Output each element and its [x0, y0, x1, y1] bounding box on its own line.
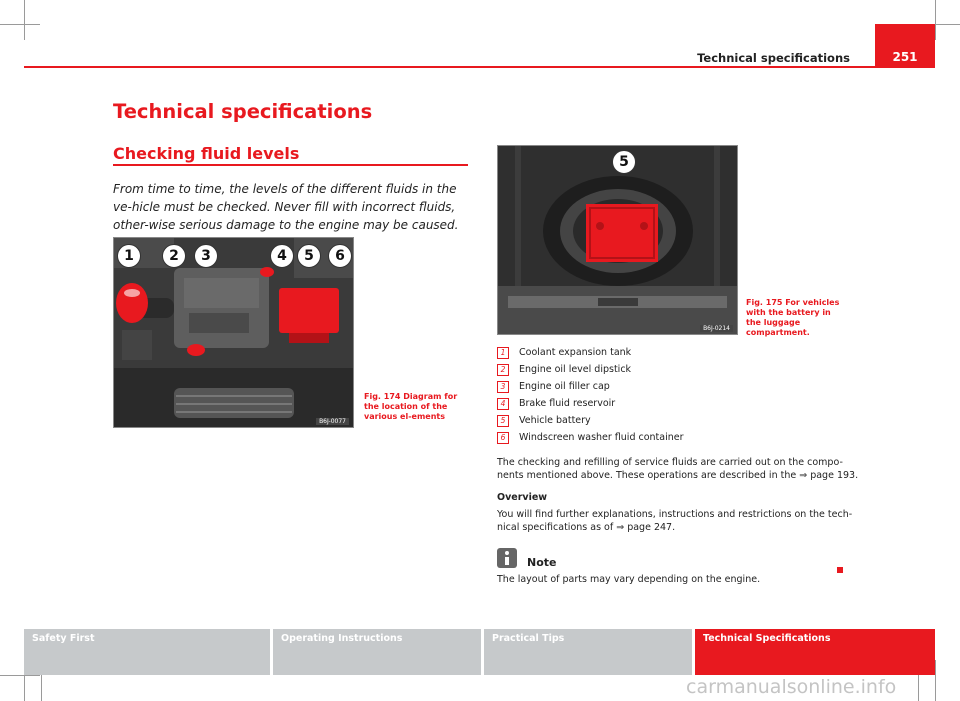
legend-text: Brake fluid reservoir: [519, 398, 616, 409]
list-item: [497, 361, 684, 378]
callout-5: 5: [612, 150, 636, 174]
callout-4: 4: [270, 244, 294, 268]
figure-caption: Fig. 175 For vehicles with the battery in the luggage compartment.: [746, 298, 840, 337]
end-mark: [837, 567, 843, 573]
intro-text: From time to time, the levels of the different fluids in the ve-hicle must be checked. Never fill with incorrect fluids, other-wise serious damage to the engine may be caused.: [113, 182, 459, 232]
section-rule: [113, 164, 468, 166]
callout-5: 5: [297, 244, 321, 268]
header-rule: [24, 66, 935, 68]
footer-tab-label: Operating Instructions: [281, 633, 403, 644]
footer-tab-label: Practical Tips: [492, 633, 565, 644]
page-number: 251: [892, 50, 918, 64]
list-item: [497, 378, 684, 395]
list-item: [497, 429, 684, 446]
footer-tab-practical-tips[interactable]: [484, 629, 692, 675]
page-number-tab: [875, 24, 935, 68]
list-item: [497, 395, 684, 412]
legend-text: Coolant expansion tank: [519, 347, 632, 358]
legend-number: 4: [497, 398, 509, 410]
crop-mark: [918, 675, 919, 701]
footer-tab-operating-instructions[interactable]: [273, 629, 481, 675]
legend-number: 1: [497, 347, 509, 359]
footer-tab-technical-specifications[interactable]: [695, 629, 935, 675]
legend-number: 2: [497, 364, 509, 376]
legend-text: Engine oil level dipstick: [519, 364, 632, 375]
callout-3: 3: [194, 244, 218, 268]
header-section-title: Technical specifications: [697, 51, 850, 65]
luggage-illustration: [498, 146, 737, 334]
footer-tab-safety-first[interactable]: [24, 629, 270, 675]
legend-text: Engine oil filler cap: [519, 381, 610, 392]
page-title: Technical specifications: [113, 100, 373, 123]
legend-text: Vehicle battery: [519, 415, 591, 426]
footer-tab-label: Safety First: [32, 633, 95, 644]
crop-mark: [0, 24, 40, 25]
legend-list: [497, 344, 684, 446]
crop-mark: [0, 675, 40, 676]
figure-code: B6J-0077: [316, 418, 349, 425]
legend-number: 5: [497, 415, 509, 427]
figure-code: B6J-0214: [700, 325, 733, 332]
callout-2: 2: [162, 244, 186, 268]
footer-tab-label: Technical Specifications: [703, 633, 831, 644]
note-text: The layout of parts may vary depending on the engine.: [497, 574, 761, 585]
crop-mark: [935, 660, 936, 701]
note-icon: [497, 548, 517, 568]
overview-heading: Overview: [497, 492, 548, 503]
luggage-figure: [497, 145, 738, 335]
legend-text: Windscreen washer fluid container: [519, 432, 684, 443]
body-paragraph: The checking and refilling of service fluids are carried out on the compo-nents mentioned above. These operations are described in the ⇒ page 193.: [497, 457, 859, 481]
list-item: [497, 412, 684, 429]
watermark: carmanualsonline.info: [686, 676, 897, 698]
crop-mark: [41, 675, 42, 701]
engine-bay-figure: [113, 237, 354, 428]
engine-bay-illustration: [114, 238, 353, 427]
note-title: Note: [527, 556, 557, 569]
callout-6: 6: [328, 244, 352, 268]
legend-number: 3: [497, 381, 509, 393]
figure-caption: Fig. 174 Diagram for the location of the various el-ements: [364, 392, 458, 421]
callout-1: 1: [117, 244, 141, 268]
legend-number: 6: [497, 432, 509, 444]
crop-mark: [935, 0, 936, 40]
crop-mark: [24, 0, 25, 40]
body-paragraph: You will find further explanations, instructions and restrictions on the tech-nical specifications as of ⇒ page 247.: [497, 509, 853, 533]
list-item: [497, 344, 684, 361]
section-title: Checking fluid levels: [113, 144, 300, 163]
